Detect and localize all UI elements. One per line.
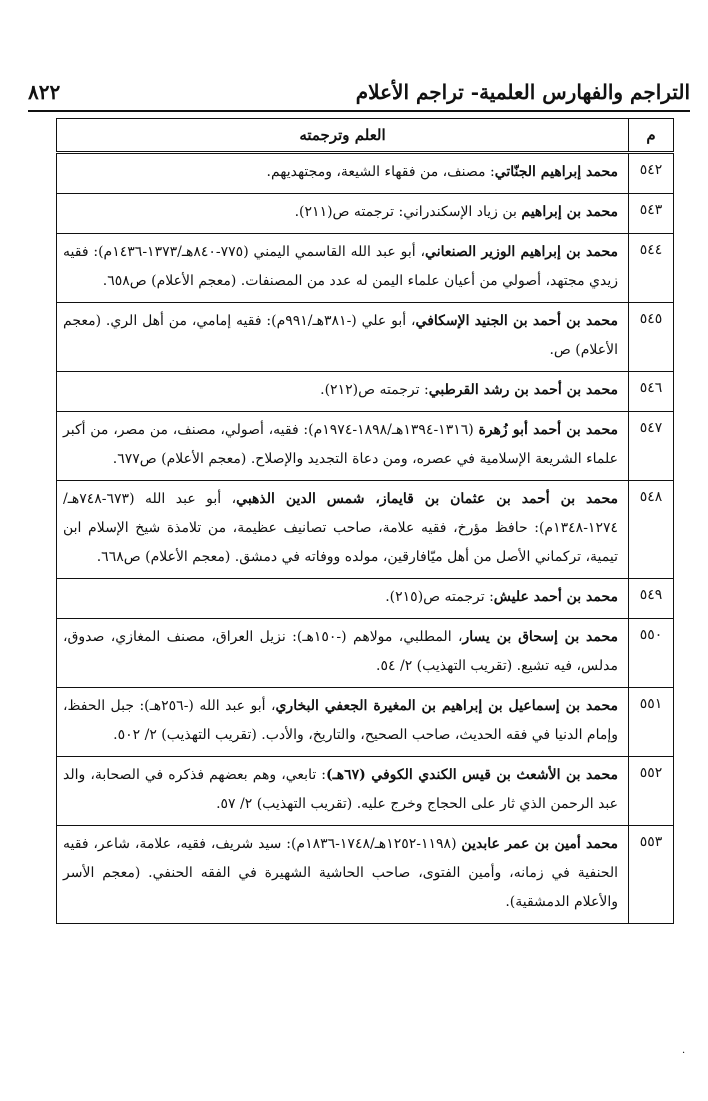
entry-name: محمد بن أحمد بن عثمان بن قايماز، شمس الدين الذهبي <box>236 491 619 507</box>
stray-mark: · <box>682 1048 686 1059</box>
entry-name: محمد بن أحمد بن رشد القرطبي <box>428 382 618 398</box>
entry-name: محمد بن إبراهيم الوزير الصنعاني <box>425 244 618 260</box>
entry-description: ، المطلبي، مولاهم (-١٥٠هـ): نزيل العراق، مصنف المغازي، صدوق، مدلس، فيه تشيع. (تقريب التهذيب) ٢/ ٥٤. <box>63 629 618 674</box>
table-row <box>57 303 674 372</box>
table-row <box>57 481 674 579</box>
entry-number: ٥٤٩ <box>629 579 674 619</box>
entry-text <box>57 303 629 372</box>
entry-text <box>57 826 629 924</box>
entry-number: ٥٤٧ <box>629 412 674 481</box>
entry-name: محمد أمين بن عمر عابدين <box>461 836 618 852</box>
entry-description: ، أبو عبد الله القاسمي اليمني (٧٧٥-٨٤٠هـ/١٣٧٣-١٤٣٦م): فقيه زيدي مجتهد، أصولي من أعيان علماء اليمن له عدد من المصنفات. (معجم الأعلام) ص٦٥٨. <box>63 244 618 289</box>
page-header <box>28 72 690 112</box>
entry-name: محمد بن إسماعيل بن إبراهيم بن المغيرة الجعفي البخاري <box>275 698 618 714</box>
entry-description: بن زياد الإسكندراني: ترجمته ص(٢١١). <box>294 204 522 220</box>
entry-text <box>57 412 629 481</box>
entry-name: محمد بن أحمد أبو زُهرة <box>478 422 618 438</box>
entry-number: ٥٤٤ <box>629 234 674 303</box>
entry-text <box>57 757 629 826</box>
entry-text <box>57 481 629 579</box>
entry-number: ٥٤٨ <box>629 481 674 579</box>
entry-number: ٥٤٥ <box>629 303 674 372</box>
entry-number: ٥٥٢ <box>629 757 674 826</box>
table-row <box>57 412 674 481</box>
entry-text <box>57 579 629 619</box>
entry-description: (١٣١٦-١٣٩٤هـ/١٨٩٨-١٩٧٤م): فقيه، أصولي، مصنف، من مصر، من أكبر علماء الشريعة الإسلامية في عصره، ومن دعاة التجديد والإصلاح. (معجم الأعلام) ص٦٧٧. <box>63 422 618 467</box>
entry-number: ٥٥٣ <box>629 826 674 924</box>
table-row <box>57 688 674 757</box>
entry-description: : ترجمته ص(٢١٢). <box>320 382 429 398</box>
entry-text <box>57 688 629 757</box>
table-row <box>57 234 674 303</box>
entry-description: (١١٩٨-١٢٥٢هـ/١٧٤٨-١٨٣٦م): سيد شريف، فقيه، علامة، شاعر، فقيه الحنفية في زمانه، وأمين الفتوى، صاحب الحاشية الشهيرة في الفقه الحنفي. (معجم الأسر والأعلام الدمشقية). <box>63 836 618 910</box>
table-row <box>57 194 674 234</box>
entry-description: ، أبو عبد الله (-٢٥٦هـ): جبل الحفظ، وإمام الدنيا في فقه الحديث، صاحب الصحيح، والتاريخ، والأدب. (تقريب التهذيب) ٢/ ٥٠٢. <box>63 698 618 743</box>
table-header-row <box>57 119 674 153</box>
entry-name: محمد بن إبراهيم <box>521 204 618 220</box>
column-header-entry: العلم وترجمته <box>57 119 629 153</box>
entry-text <box>57 234 629 303</box>
entry-text <box>57 194 629 234</box>
entry-number: ٥٤٢ <box>629 153 674 194</box>
entry-text <box>57 153 629 194</box>
table-row <box>57 579 674 619</box>
table-row <box>57 619 674 688</box>
entry-text <box>57 372 629 412</box>
table-row <box>57 153 674 194</box>
biographies-table <box>56 118 674 924</box>
entry-name: محمد بن أحمد بن الجنيد الإسكافي <box>415 313 618 329</box>
entry-number: ٥٤٣ <box>629 194 674 234</box>
entry-description: ، أبو علي (-٣٨١هـ/٩٩١م): فقيه إمامي، من أهل الري. (معجم الأعلام) ص. <box>63 313 618 358</box>
page-number: ٨٢٢ <box>28 80 61 104</box>
entry-description: : ترجمته ص(٢١٥). <box>385 589 494 605</box>
table-row <box>57 372 674 412</box>
entry-description: ، أبو عبد الله (٦٧٣-٧٤٨هـ/١٢٧٤-١٣٤٨م): حافظ مؤرخ، فقيه علامة، صاحب تصانيف عظيمة، من تلامذة شيخ الإسلام ابن تيمية، تركماني الأصل من أهل ميّافارقين، مولده ووفاته في دمشق. (معجم الأعلام) ص٦٦٨. <box>63 491 618 565</box>
entry-name: محمد إبراهيم الجنّاتي <box>494 164 618 180</box>
entry-number: ٥٥١ <box>629 688 674 757</box>
entry-description: : مصنف، من فقهاء الشيعة، ومجتهديهم. <box>266 164 495 180</box>
column-header-number: م <box>629 119 674 153</box>
entry-text <box>57 619 629 688</box>
table-row <box>57 826 674 924</box>
entry-number: ٥٤٦ <box>629 372 674 412</box>
entry-number: ٥٥٠ <box>629 619 674 688</box>
entry-name: محمد بن أحمد عليش <box>493 589 618 605</box>
table-row <box>57 757 674 826</box>
entry-name: محمد بن الأشعث بن قيس الكندي الكوفي (٦٧هـ) <box>326 767 618 783</box>
entry-name: محمد بن إسحاق بن يسار <box>462 629 618 645</box>
biographies-table-wrapper <box>56 118 674 924</box>
entry-description: : تابعي، وهم بعضهم فذكره في الصحابة، والد عبد الرحمن الذي ثار على الحجاج وخرج عليه. (تقريب التهذيب) ٢/ ٥٧. <box>63 767 618 812</box>
running-title: التراجم والفهارس العلمية- تراجم الأعلام <box>355 80 690 104</box>
